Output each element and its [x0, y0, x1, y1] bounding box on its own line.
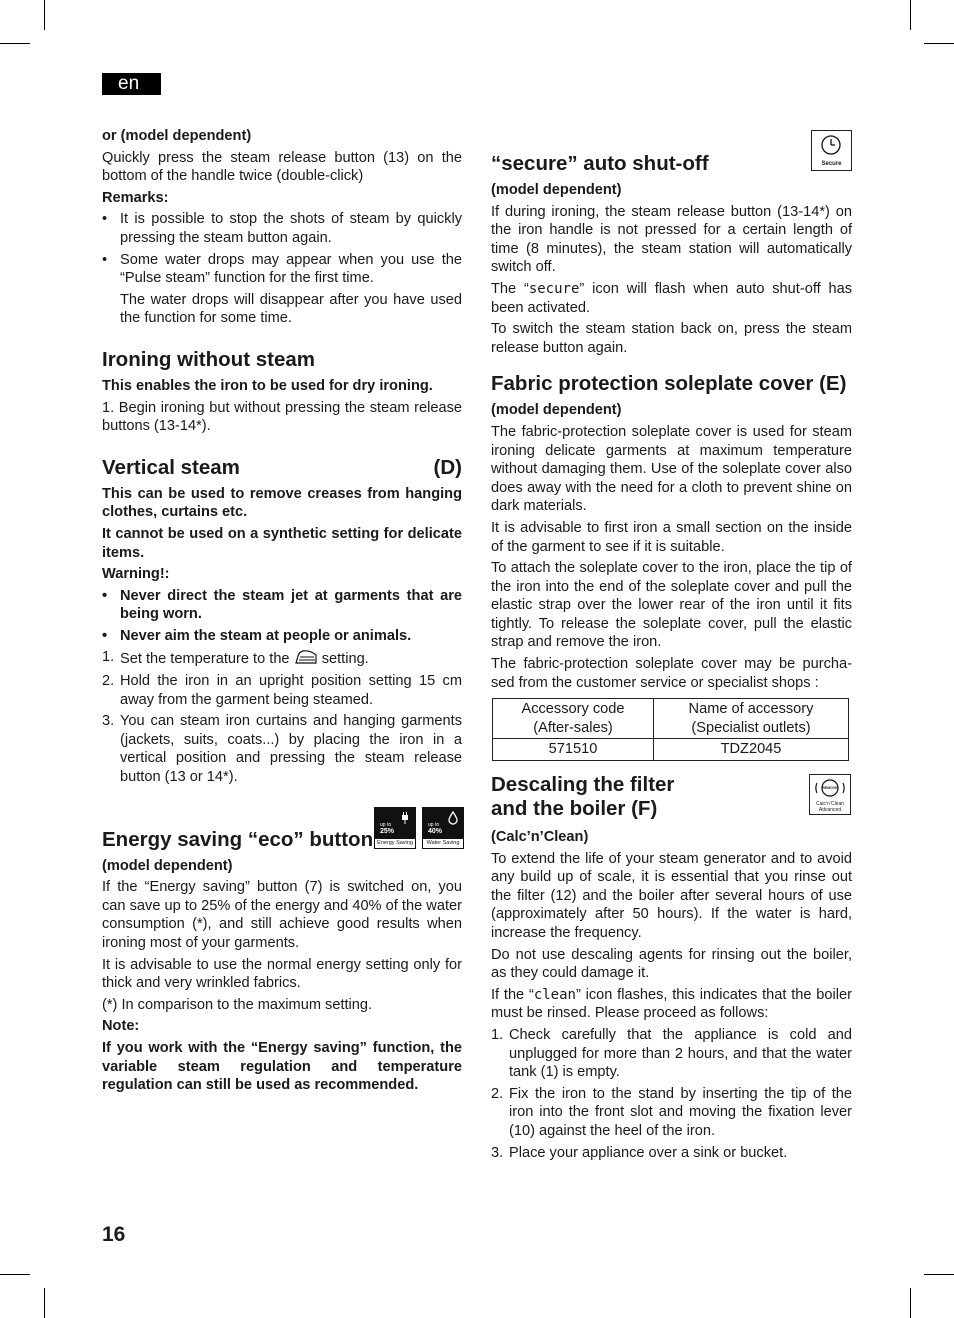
section-title-ironing: Ironing without steam	[102, 347, 315, 371]
list-item: 2. Hold the iron in an upright position setting 15 cm away from the garment being steamed.	[102, 673, 462, 708]
crop-mark	[910, 1288, 911, 1318]
crop-mark	[910, 0, 911, 30]
section-title-secure: “secure” auto shut-off	[491, 152, 709, 175]
right-column	[491, 127, 852, 1165]
note-text: If you work with the “Energy saving” function, the variable steam regulation and temperature regulation can still be used as recommended.	[102, 1039, 462, 1094]
section-title-fabric: Fabric protection soleplate cover (E)	[491, 372, 847, 396]
secure-heading-row	[491, 127, 852, 179]
energy-paragraph: (*) In comparison to the maximum setting.	[102, 996, 373, 1013]
crop-mark	[44, 0, 45, 30]
list-item: 3. Place your appliance over a sink or bucket.	[491, 1144, 788, 1161]
table-row	[493, 739, 849, 761]
crop-mark	[924, 43, 954, 44]
fabric-paragraph: The fabric-protection soleplate cover may be purcha-sed from the customer service or specialist shops :	[491, 656, 852, 691]
secure-paragraph: The “secure” icon will flash when auto shut-off has been activated.	[491, 280, 853, 316]
clock-icon	[820, 134, 842, 156]
descale-paragraph: Do not use descaling agents for rinsing out the boiler, as they could damage it.	[491, 946, 852, 982]
fabric-paragraph: It is advisable to first iron a small section on the inside of the garment to see if it is suitable.	[491, 519, 852, 555]
intro-heading: or (model dependent)	[102, 128, 252, 144]
descale-model: (Calc’n’Clean)	[491, 829, 589, 846]
section-title-descale: Descaling the filter and the boiler (F)	[491, 773, 675, 821]
table-cell: TDZ2045	[654, 739, 849, 761]
note-label: Note:	[102, 1018, 140, 1035]
water-drop-icon	[447, 811, 459, 825]
list-item: • Never direct the steam jet at garments that are being worn.	[102, 587, 462, 623]
crop-mark	[924, 1274, 954, 1275]
list-item: • Some water drops may appear when you use the “Pulse steam” function for the first time.	[102, 251, 462, 287]
energy-saving-icon: up to 25% Energy Saving	[374, 807, 416, 849]
table-header-cell: Accessory code (After-sales)	[493, 699, 654, 739]
table-header-cell: Name of accessory (Specialist outlets)	[654, 699, 849, 739]
table-cell: 571510	[493, 739, 654, 761]
vertical-lead: It cannot be used on a synthetic setting for delicate items.	[102, 525, 462, 561]
vertical-title: Vertical steam	[102, 455, 240, 479]
list-item: 1. Set the temperature to the setting.	[102, 649, 369, 668]
intro-text: Quickly press the steam release button (13) on the bottom of the handle twice (double-click)	[102, 149, 462, 185]
water-saving-icon: up to 40% Water Saving	[422, 807, 464, 849]
remarks-continuation: The water drops will disappear after you have used the function for some time.	[120, 291, 462, 327]
warning-label: Warning!:	[102, 566, 170, 583]
crop-mark	[0, 43, 30, 44]
crop-mark	[0, 1274, 30, 1275]
list-item: • It is possible to stop the shots of steam by quickly pressing the steam button again.	[102, 211, 462, 246]
remarks-label: Remarks:	[102, 189, 169, 206]
page-number: 16	[102, 1223, 126, 1246]
fabric-paragraph: The fabric-protection soleplate cover is used for steam ironing delicate garments at maximum temperature without damaging them. Use of the soleplate cover also does away with the need for a cloth to prevent shine on dark materials.	[491, 423, 852, 515]
energy-paragraph: It is advisable to use the normal energy setting only for thick and very wrinkled fabrics.	[102, 956, 462, 992]
secure-icon: Secure	[811, 130, 852, 171]
vertical-code: (D)	[433, 455, 462, 479]
vertical-lead: This can be used to remove creases from hanging clothes, curtains etc.	[102, 485, 462, 521]
energy-model: (model dependent)	[102, 857, 233, 874]
descale-paragraph: If the “clean” icon flashes, this indicates that the boiler must be rinsed. Please proceed as follows:	[491, 986, 852, 1022]
energy-heading-row	[102, 807, 462, 855]
descale-heading-row	[491, 773, 852, 823]
plug-icon	[400, 811, 410, 825]
list-item: 1. Check carefully that the appliance is cold and unplugged for more than 2 hours, and that the water tank (1) is empty.	[491, 1026, 852, 1081]
secure-model: (model dependent)	[491, 182, 622, 198]
list-item: 3. You can steam iron curtains and hanging garments (jackets, suits, coats...) by placing the iron in a vertical position and pressing the steam release button (13 or 14*).	[102, 713, 462, 786]
fabric-paragraph: To attach the soleplate cover to the iron, place the tip of the iron into the end of the soleplate cover and pull the elastic strap over the lower rear of the iron until it fits tightly. To release the soleplate cover, pull the elastic strap and remove the iron.	[491, 560, 852, 651]
list-item: 2. Fix the iron to the stand by inserting the tip of the iron into the front slot and moving the fixation lever (10) against the heel of the iron.	[491, 1085, 852, 1139]
energy-paragraph: If the “Energy saving” button (7) is switched on, you can save up to 25% of the energy and 40% of the water consumption (*), and still achieve good results when ironing most of your garments.	[102, 879, 462, 951]
language-tab: en	[102, 73, 161, 95]
calc-n-clean-icon: REMOVE Calc’n’Clean Advanced	[809, 774, 851, 815]
left-column	[102, 127, 462, 1098]
descale-paragraph: To extend the life of your steam generator and to avoid any build up of scale, it is essential that you rinse out the filter (12) and the boiler after several hours of use (approximately after 50 hours). If the water is hard, increase the frequency.	[491, 850, 852, 941]
accessory-table	[492, 698, 849, 761]
section-title-energy: Energy saving “eco” button	[102, 827, 374, 851]
fabric-model: (model dependent)	[491, 402, 622, 419]
list-item: • Never aim the steam at people or animals.	[102, 627, 412, 644]
section-title-vertical	[102, 456, 462, 480]
table-row	[493, 699, 849, 739]
ironing-lead: This enables the iron to be used for dry ironing.	[102, 377, 433, 394]
steam-setting-icon	[294, 648, 318, 665]
secure-paragraph: If during ironing, the steam release button (13-14*) on the iron handle is not pressed for a certain length of time (8 minutes), the steam station will automatically switch off.	[491, 203, 852, 276]
secure-paragraph: To switch the steam station back on, press the steam release button again.	[491, 321, 852, 356]
ironing-step: 1. Begin ironing but without pressing the steam release buttons (13-14*).	[102, 399, 462, 435]
crop-mark	[44, 1288, 45, 1318]
